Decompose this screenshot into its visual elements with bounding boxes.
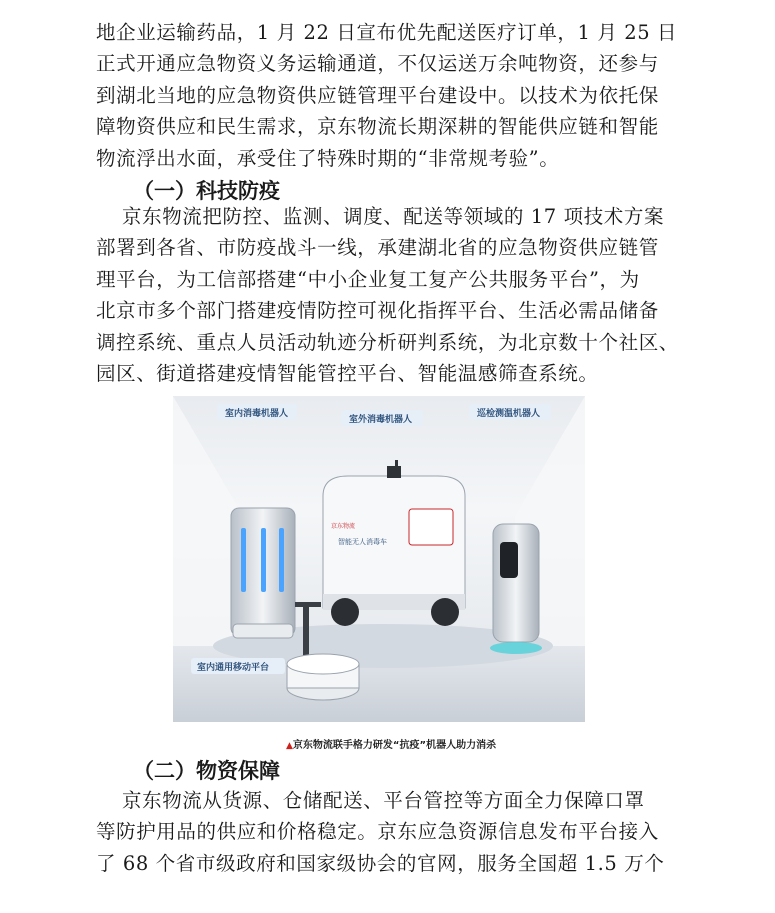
text-line: 北京市多个部门搭建疫情防控可视化指挥平台、生活必需品储备 [96,299,659,323]
label-indoor-mobile-platform [191,658,285,674]
paragraph-supplies [96,785,692,879]
text-line: 物流浮出水面，承受住了特殊时期的“非常规考验”。 [96,146,560,170]
figure-caption [286,736,496,751]
robots-figure [173,396,585,722]
text-line: 调控系统、重点人员活动轨迹分析研判系统，为北京数十个社区、 [96,330,679,354]
caption-triangle-icon: ▲ [286,741,293,751]
text-line: 了 68 个省市级政府和国家级协会的官网，服务全国超 1.5 万个 [96,851,665,875]
indoor-disinfection-robot [231,508,295,638]
svg-text:室内消毒机器人: 室内消毒机器人 [225,409,289,419]
label-patrol-temperature [469,404,551,420]
text-line: 理平台，为工信部搭建“中小企业复工复产公共服务平台”，为 [96,267,640,291]
text-line: 等防护用品的供应和价格稳定。京东应急资源信息发布平台接入 [96,820,659,844]
text-line: 部署到各省、市防疫战斗一线，承建湖北省的应急物资供应链管 [96,236,659,260]
svg-text:巡检测温机器人: 巡检测温机器人 [477,409,541,419]
section-heading-supplies: （二）物资保障 [133,759,280,783]
section-heading-tech: （一）科技防疫 [133,179,280,203]
text-line: 京东物流把防控、监测、调度、配送等领域的 17 项技术方案 [122,205,665,228]
label-indoor-disinfection [217,404,297,420]
svg-text:室内通用移动平台: 室内通用移动平台 [197,663,270,673]
outdoor-disinfection-vehicle [323,460,465,626]
label-outdoor-disinfection [341,410,423,426]
paragraph-tech [96,201,692,389]
paragraph-intro [96,17,692,174]
text-line: 正式开通应急物资义务运输通道，不仅运送万余吨物资，还参与 [96,52,659,76]
patrol-temperature-robot [490,524,542,654]
caption-text: 京东物流联手格力研发“抗疫”机器人助力消杀 [292,740,497,751]
vehicle-side-text: 智能无人消毒车 [338,538,387,546]
text-line: 京东物流从货源、仓储配送、平台管控等方面全力保障口罩 [122,789,645,812]
vehicle-brand-mark: 京东物流 [331,524,356,530]
text-line: 到湖北当地的应急物资供应链管理平台建设中。以技术为依托保 [96,83,659,107]
text-line: 地企业运输药品，1 月 22 日宣布优先配送医疗订单，1 月 25 日 [96,21,678,44]
svg-text:室外消毒机器人: 室外消毒机器人 [349,415,413,425]
robots-illustration [173,396,585,722]
text-line: 园区、街道搭建疫情智能管控平台、智能温感筛查系统。 [96,362,599,386]
text-line: 障物资供应和民生需求，京东物流长期深耕的智能供应链和智能 [96,115,659,139]
